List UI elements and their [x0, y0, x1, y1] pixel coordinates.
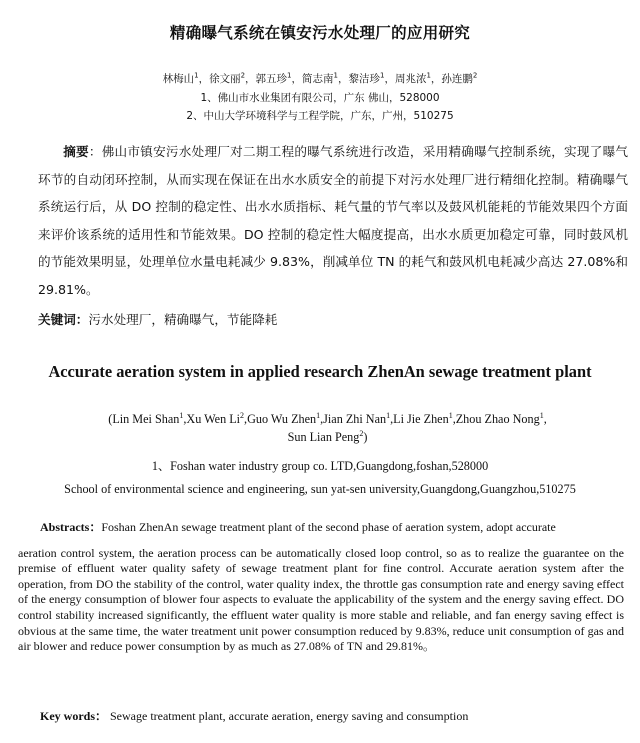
- english-author-affiliation-marker: 2: [240, 410, 245, 420]
- english-keywords-label: Key words：: [40, 709, 107, 723]
- chinese-author-name: 孙连鹏: [441, 73, 473, 85]
- english-author-name: Sun Lian Peng: [287, 430, 360, 444]
- english-author-affiliation-marker: 1: [386, 410, 391, 420]
- chinese-author-affiliation-marker: 1: [333, 71, 338, 80]
- english-abstract-body: aeration control system, the aeration process can be automatically closed loop control, so as to realize the guarantee on the premise of effluent water quality safety of sewage treatment plant for fine control. Accurate aeration system after the operation, from DO the stability of the control, water quality index, the throttle gas consumption rate and energy saving effect of the energy consumption of blower four aspects to evaluate the applicability of the system and the energy saving effect. DO control stability increased significantly, the effluent water quality is more stable and reliable, and fan energy saving effect is obvious at the same time, the water treatment unit power consumption reduced by 9.83%, reduce unit consumption of gas and air blower and reduce power consumption by as much as 27.08% of TN and 29.81%。: [18, 545, 624, 654]
- chinese-abstract-label: 摘要: [63, 144, 89, 159]
- chinese-affiliation-1: 1、佛山市水业集团有限公司，广东 佛山，528000: [200, 92, 440, 104]
- english-affiliation-1: 1、Foshan water industry group co. LTD,Guangdong,foshan,528000: [151, 459, 489, 473]
- chinese-keywords-label: 关键词：: [38, 312, 89, 327]
- chinese-author-name: 郭五珍: [255, 73, 288, 85]
- english-keywords-text: Sewage treatment plant, accurate aeration, energy saving and consumption: [110, 709, 469, 723]
- english-title: Accurate aeration system in applied research ZhenAn sewage treatment plant: [48, 362, 592, 381]
- english-author-affiliation-marker: 1: [539, 410, 544, 420]
- chinese-author-name: 林梅山: [162, 73, 195, 85]
- english-author-name: Lin Mei Shan: [112, 412, 180, 426]
- english-abstract-label: Abstracts：: [40, 520, 102, 534]
- english-authors-open-paren: (: [108, 412, 113, 426]
- chinese-author-affiliation-marker: 2: [240, 71, 246, 80]
- english-author-affiliation-marker: 1: [316, 410, 321, 420]
- chinese-abstract: [38, 138, 628, 303]
- english-authors-close-paren: ): [363, 430, 368, 444]
- chinese-affiliation-2: 2、中山大学环境科学与工程学院，广东，广州，510275: [186, 110, 454, 122]
- english-abstract-first-line: [18, 520, 624, 536]
- english-author-name: Xu Wen Li: [186, 412, 241, 426]
- english-author-affiliation-marker: 1: [448, 410, 453, 420]
- english-author-name: Zhou Zhao Nong: [455, 412, 540, 426]
- english-author-name: Li Jie Zhen: [393, 412, 449, 426]
- chinese-author-affiliation-marker: 1: [287, 71, 292, 80]
- english-affiliation-2: School of environmental science and engineering, sun yat-sen university,Guangdong,Guangzhou,510275: [64, 482, 576, 496]
- chinese-author-affiliation-marker: 2: [472, 71, 478, 80]
- english-keywords: [40, 707, 468, 724]
- chinese-author-name: 黎洁珍: [348, 73, 380, 85]
- english-abstract: [18, 520, 624, 655]
- english-abstract-first-text: Foshan ZhenAn sewage treatment plant of the second phase of aeration system, adopt accurate: [101, 520, 556, 534]
- chinese-abstract-text: ：佛山市镇安污水处理厂对二期工程的曝气系统进行改造，采用精确曝气控制系统，实现了曝气环节的自动闭环控制，从而实现在保证在出水水质安全的前提下对污水处理厂进行精细化控制。精确曝气系统运行后，从 DO 控制的稳定性、出水水质指标、耗气量的节气率以及鼓风机能耗的节能效果四个方面来评价该系统的适用性和节能效果。DO 控制的稳定性大幅度提高，出水水质更加稳定可靠，同时鼓风机的节能效果明显，处理单位水量电耗减少 9.83%，削减单位 TN 的耗气和鼓风机电耗减少高达 27.08%和 29.81%。: [38, 144, 629, 297]
- english-author-name: Guo Wu Zhen: [247, 412, 317, 426]
- english-author-affiliation-marker: 2: [359, 428, 364, 438]
- chinese-keywords: [38, 308, 277, 332]
- chinese-author-name: 徐文丽: [209, 73, 241, 85]
- chinese-author-name: 简志南: [302, 73, 334, 85]
- chinese-author-name: 周兆浓: [394, 73, 427, 85]
- english-author-name: Jian Zhi Nan: [323, 412, 387, 426]
- chinese-title: 精确曝气系统在镇安污水处理厂的应用研究: [169, 24, 471, 42]
- chinese-author-affiliation-marker: 1: [379, 71, 385, 80]
- chinese-keywords-text: 污水处理厂，精确曝气，节能降耗: [88, 312, 278, 327]
- english-authors: (Lin Mei Shan$^1$,Xu Wen Li$^2$,Guo Wu Zhen$^1$,Jian Zhi Nan$^1$,Li Jie Zhen$^1$,Zhou Zhao Nong$^1$, Sun Lian Peng$^2$): [108, 410, 547, 444]
- chinese-authors: 林梅山$^1$，徐文丽$^2$，郭五珍$^1$，简志南$^1$，黎洁珍$^1$，周兆浓$^1$，孙连鹏$^2$: [162, 71, 478, 85]
- chinese-author-affiliation-marker: 1: [194, 71, 199, 80]
- english-author-affiliation-marker: 1: [179, 410, 184, 420]
- chinese-author-affiliation-marker: 1: [426, 71, 431, 80]
